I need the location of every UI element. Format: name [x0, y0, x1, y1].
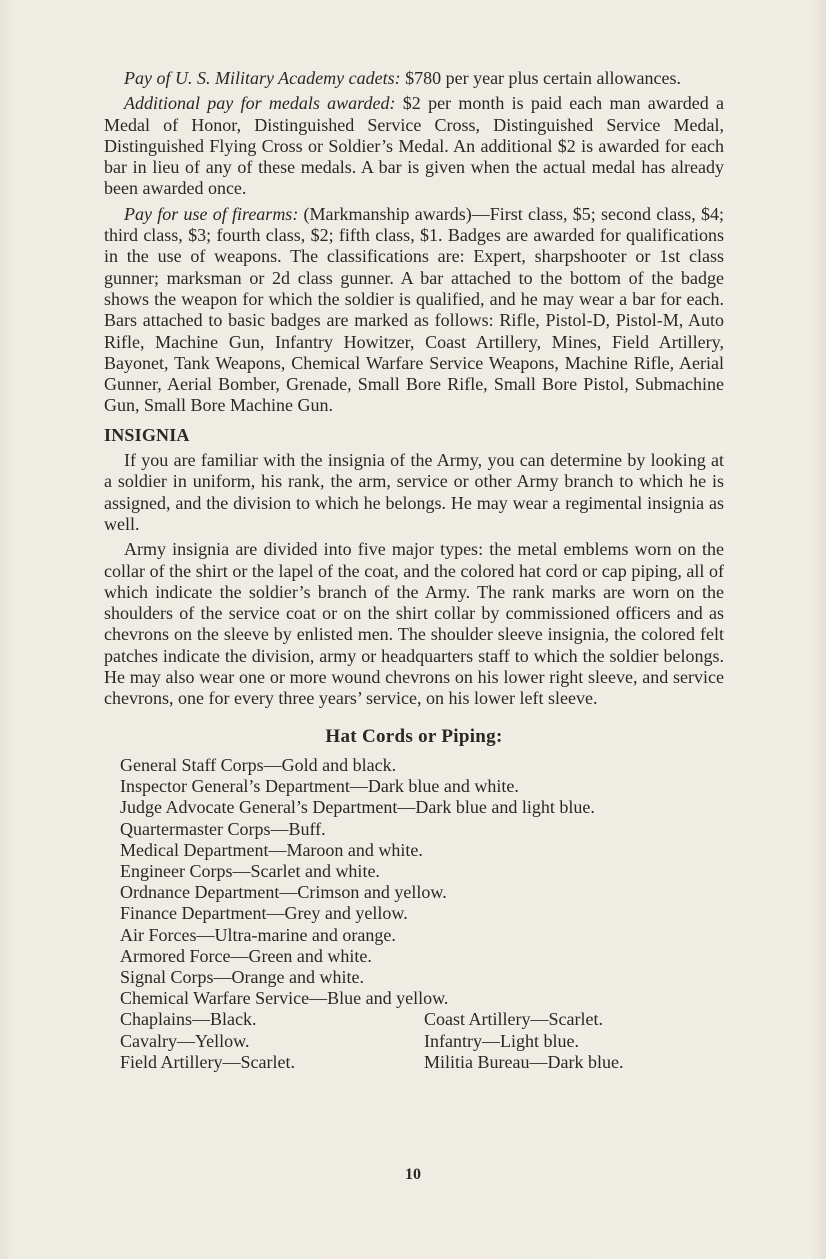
cadets-pay-text: $780 per year plus certain allowances.: [400, 68, 681, 88]
medals-pay-text: $2 per month is paid each man awarded a Medal of Honor, Distinguished Service Cross, Distinguished Service Medal, Distinguished Flying Cross or Soldier’s Medal. An additional $2 is awarded for each bar in lieu of any of these medals. A bar is given when the actual medal has already been awarded once.: [104, 93, 724, 199]
hat-cords-two-column: [120, 1009, 724, 1073]
list-item: Militia Bureau—Dark blue.: [424, 1051, 624, 1072]
list-item: Quartermaster Corps—Buff.: [120, 818, 326, 839]
firearms-pay-label: Pay for use of firearms:: [124, 203, 299, 224]
list-item: Armored Force—Green and white.: [120, 945, 372, 966]
hat-cords-right-column: [424, 1009, 724, 1073]
page-content: [104, 68, 724, 1073]
hat-cords-left-column: [120, 1009, 424, 1073]
list-item: Engineer Corps—Scarlet and white.: [120, 860, 380, 881]
cadets-pay-label: Pay of U. S. Military Academy cadets:: [124, 68, 401, 88]
page-number: 10: [405, 1166, 421, 1183]
hat-cords-title: Hat Cords or Piping:: [325, 725, 503, 747]
list-item: Finance Department—Grey and yellow.: [120, 903, 408, 924]
insignia-paragraph-1: If you are familiar with the insignia of the Army, you can determine by looking at a soldier in uniform, his rank, the arm, service or other Army branch to which he is assigned, and the division to which he belongs. He may wear a regimental insignia as well.: [104, 450, 724, 534]
hat-cords-list: [120, 755, 724, 1073]
list-item: Chaplains—Black.: [120, 1009, 257, 1030]
medals-pay-paragraph: [104, 93, 724, 199]
list-item: Air Forces—Ultra-marine and orange.: [120, 924, 396, 945]
medals-pay-label: Additional pay for medals awarded:: [124, 93, 396, 114]
list-item: Infantry—Light blue.: [424, 1030, 579, 1051]
list-item: Chemical Warfare Service—Blue and yellow.: [120, 988, 449, 1009]
list-item: Inspector General’s Department—Dark blue and white.: [120, 776, 519, 797]
list-item: General Staff Corps—Gold and black.: [120, 754, 397, 775]
list-item: Coast Artillery—Scarlet.: [424, 1009, 603, 1030]
list-item: Signal Corps—Orange and white.: [120, 966, 364, 987]
insignia-heading: INSIGNIA: [104, 424, 190, 445]
firearms-pay-paragraph: [104, 204, 724, 417]
list-item: Ordnance Department—Crimson and yellow.: [120, 882, 447, 903]
list-item: Judge Advocate General’s Department—Dark blue and light blue.: [120, 797, 595, 818]
firearms-pay-text: (Markmanship awards)—First class, $5; second class, $4; third class, $3; fourth class, $2; fifth class, $1. Badges are awarded for qualifications in the use of weapons. The classifications are: Expert, sharpshooter or 1st class gunner; marksman or 2d class gunner. A bar attached to the bottom of the badge shows the weapon for which the soldier is qualified, and he may wear a bar for each. Bars attached to basic badges are marked as follows: Rifle, Pistol-D, Pistol-M, Auto Rifle, Machine Gun, Infantry Howitzer, Coast Artillery, Mines, Field Artillery, Bayonet, Tank Weapons, Chemical Warfare Service Weapons, Machine Rifle, Aerial Gunner, Aerial Bomber, Grenade, Small Bore Rifle, Small Bore Pistol, Submachine Gun, Small Bore Machine Gun.: [104, 203, 724, 416]
list-item: Medical Department—Maroon and white.: [120, 839, 423, 860]
list-item: Field Artillery—Scarlet.: [120, 1051, 295, 1072]
list-item: Cavalry—Yellow.: [120, 1030, 250, 1051]
insignia-paragraph-2: Army insignia are divided into five major types: the metal emblems worn on the collar of the shirt or the lapel of the coat, and the colored hat cord or cap piping, all of which indicate the soldier’s branch of the Army. The rank marks are worn on the shoulders of the service coat or on the shirt collar by commissioned officers and as chevrons on the sleeve by enlisted men. The shoulder sleeve insignia, the colored felt patches indicate the division, army or headquarters staff to which the soldier belongs. He may also wear one or more wound chevrons on his lower right sleeve, and service chevrons, one for every three years’ service, on his lower left sleeve.: [104, 539, 724, 709]
cadets-pay-paragraph: [104, 68, 724, 89]
